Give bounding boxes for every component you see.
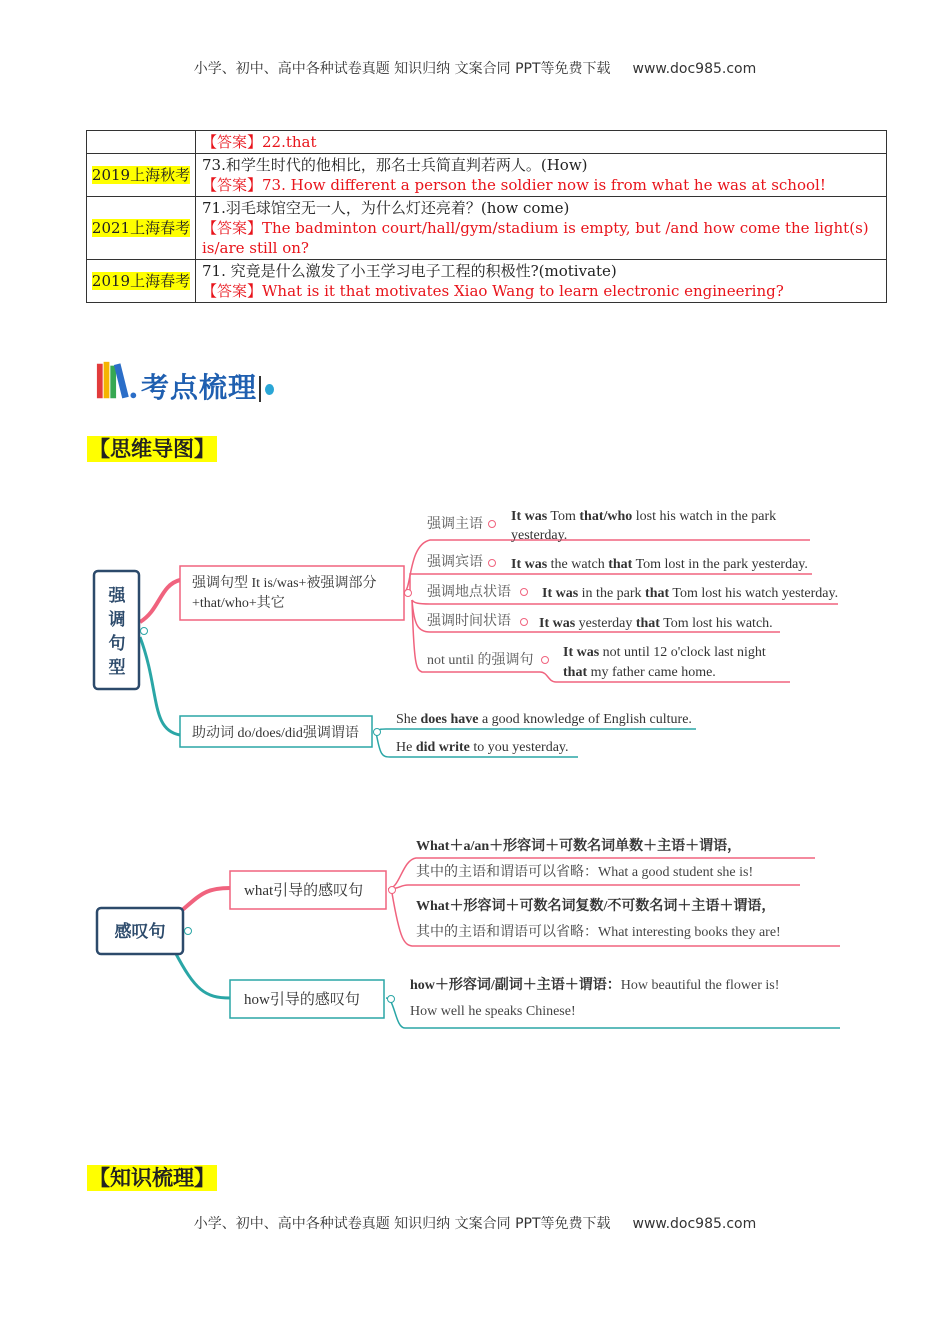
branch-label: what引导的感叹句 bbox=[244, 883, 364, 899]
what-rule-2: What＋形容词＋可数名词复数/不可数名词＋主语＋谓语， bbox=[416, 899, 776, 914]
books-icon bbox=[94, 358, 142, 404]
collapse-icon[interactable] bbox=[489, 521, 496, 528]
root-char: 句 bbox=[108, 634, 126, 653]
source-cell bbox=[87, 154, 196, 197]
collapse-icon[interactable] bbox=[141, 628, 148, 635]
header-text: 小学、初中、高中各种试卷真题 知识归纳 文案合同 PPT等免费下载 bbox=[193, 61, 611, 77]
example-until: It was not until 12 o'clock last night bbox=[563, 645, 766, 660]
branch-emphasis-pattern bbox=[180, 566, 404, 620]
answer-line: 【答案】What is it that motivates Xiao Wang to learn electronic engineering? bbox=[202, 282, 784, 300]
content-cell bbox=[196, 197, 887, 260]
collapse-icon[interactable] bbox=[389, 887, 396, 894]
kaodian-title: 考点梳理 bbox=[141, 366, 274, 406]
leaf-subject: 强调主语 bbox=[427, 517, 483, 532]
leaf-place: 强调地点状语 bbox=[427, 585, 511, 600]
source-label: 2021上海春考 bbox=[91, 219, 191, 237]
source-label: 2019上海春考 bbox=[91, 272, 191, 290]
answer-line: 【答案】The badminton court/hall/gym/stadium is empty, but /and how come the light(s) is/are still on? bbox=[202, 219, 869, 257]
source-cell bbox=[87, 197, 196, 260]
leaf-time: 强调时间状语 bbox=[427, 614, 511, 629]
footer-text: 小学、初中、高中各种试卷真题 知识归纳 文案合同 PPT等免费下载 bbox=[193, 1216, 611, 1232]
answer-line: 【答案】22.that bbox=[202, 133, 317, 151]
example-until-cont: that my father came home. bbox=[563, 665, 716, 680]
example-does: She does have a good knowledge of English culture. bbox=[396, 712, 692, 727]
how-example: How well he speaks Chinese! bbox=[410, 1004, 576, 1019]
content-cell bbox=[196, 154, 887, 197]
example-subject: It was Tom that/who lost his watch in the park bbox=[511, 509, 777, 524]
example-subject-cont: yesterday. bbox=[511, 528, 568, 543]
collapse-icon[interactable] bbox=[542, 657, 549, 664]
question-line: 73.和学生时代的他相比，那名士兵简直判若两人。(How) bbox=[202, 156, 588, 174]
exam-table bbox=[86, 130, 887, 303]
table-row bbox=[87, 197, 887, 260]
content-cell bbox=[196, 131, 887, 154]
page-footer bbox=[0, 1213, 950, 1233]
table-row bbox=[87, 131, 887, 154]
knowledge-section-title: 【知识梳理】 bbox=[89, 1166, 215, 1190]
collapse-icon[interactable] bbox=[521, 619, 528, 626]
footer-url[interactable]: www.doc985.com bbox=[632, 1216, 757, 1232]
root-label: 感叹句 bbox=[114, 922, 166, 941]
source-cell bbox=[87, 131, 196, 154]
exclamation-mindmap bbox=[0, 825, 950, 1040]
table-row bbox=[87, 260, 887, 303]
answer-line: 【答案】73. How different a person the soldier now is from what he was at school! bbox=[202, 176, 826, 194]
question-line: 71.羽毛球馆空无一人，为什么灯还亮着？(how come) bbox=[202, 199, 570, 217]
page-header bbox=[0, 58, 950, 78]
leaf-object: 强调宾语 bbox=[427, 555, 483, 570]
what-rule-1: What＋a/an＋形容词＋可数名词单数＋主语＋谓语， bbox=[416, 839, 742, 854]
what-note-1: 其中的主语和谓语可以省略：What a good student she is! bbox=[416, 865, 754, 880]
source-label: 2019上海秋考 bbox=[91, 166, 191, 184]
root-char: 强 bbox=[108, 586, 126, 605]
branch-label: 助动词 do/does/did强调谓语 bbox=[192, 726, 359, 741]
leaf-not-until: not until 的强调句 bbox=[427, 653, 534, 668]
root-char: 型 bbox=[108, 658, 126, 677]
collapse-icon[interactable] bbox=[405, 590, 412, 597]
branch-line: 强调句型 It is/was+被强调部分 bbox=[192, 576, 377, 591]
collapse-icon[interactable] bbox=[489, 560, 496, 567]
root-char: 调 bbox=[108, 610, 126, 629]
source-cell bbox=[87, 260, 196, 303]
example-time: It was yesterday that Tom lost his watch. bbox=[539, 616, 773, 631]
how-rule: how＋形容词/副词＋主语＋谓语：How beautiful the flower is! bbox=[410, 978, 780, 993]
collapse-icon[interactable] bbox=[388, 996, 395, 1003]
collapse-icon[interactable] bbox=[521, 589, 528, 596]
header-url[interactable]: www.doc985.com bbox=[632, 61, 757, 77]
example-object: It was the watch that Tom lost in the park yesterday. bbox=[511, 557, 808, 572]
question-line: 71. 究竟是什么激发了小王学习电子工程的积极性?(motivate) bbox=[202, 262, 617, 280]
collapse-icon[interactable] bbox=[185, 928, 192, 935]
branch-label: how引导的感叹句 bbox=[244, 992, 360, 1008]
branch-line: +that/who+其它 bbox=[192, 596, 285, 611]
mindmap-section-title: 【思维导图】 bbox=[89, 437, 215, 461]
content-cell bbox=[196, 260, 887, 303]
what-note-2: 其中的主语和谓语可以省略：What interesting books they are! bbox=[416, 925, 781, 940]
collapse-icon[interactable] bbox=[374, 729, 381, 736]
example-did: He did write to you yesterday. bbox=[396, 740, 569, 755]
table-row bbox=[87, 154, 887, 197]
example-place: It was in the park that Tom lost his watch yesterday. bbox=[542, 586, 839, 601]
emphasis-mindmap bbox=[0, 495, 950, 770]
